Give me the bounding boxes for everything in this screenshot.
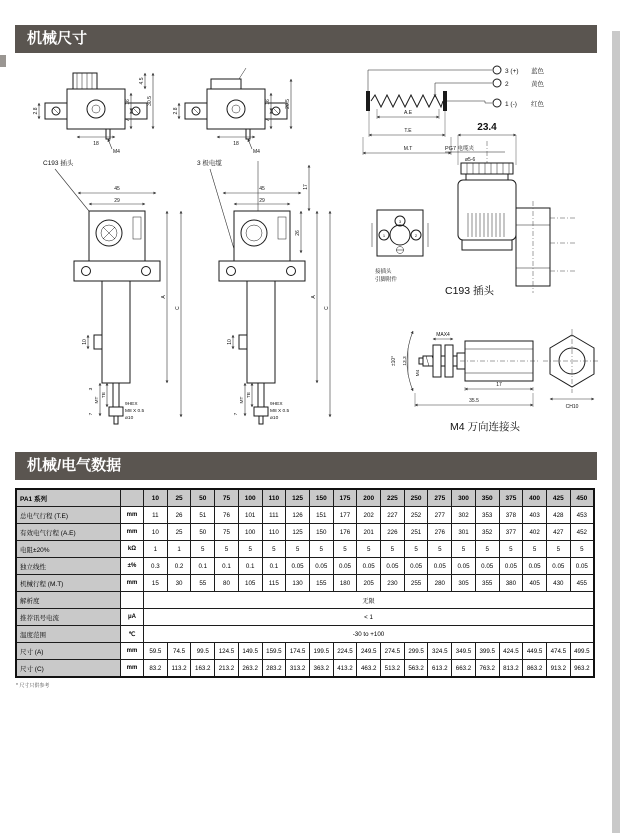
dim-label: 7 [125,118,131,122]
value-cell: 380 [499,575,523,592]
column-header-cell: 300 [452,489,476,507]
dim-label: ø10 [270,416,279,421]
column-header-cell: 275 [428,489,452,507]
value-cell: 255 [404,575,428,592]
value-cell: 159.5 [262,643,286,660]
column-header-cell: 50 [191,489,215,507]
value-cell: 5 [570,541,594,558]
dim-label: 16 [265,99,271,105]
value-cell: 110 [262,524,286,541]
row-label-cell: 解析度 [16,592,121,609]
table-row [16,524,594,541]
value-cell: 0.05 [546,558,570,575]
value-cell: 0.05 [570,558,594,575]
value-cell: 0.1 [262,558,286,575]
row-unit-cell: μA [121,609,144,626]
value-cell: 355 [475,575,499,592]
dim-label: MT [95,396,100,404]
table-row [16,609,594,626]
value-cell: 0.05 [475,558,499,575]
series-label-cell: PA1 系列 [16,489,121,507]
dim-label: 18 [93,141,99,147]
value-cell: 353 [475,507,499,524]
value-cell: 863.2 [523,660,547,678]
terminal-label: 2 [505,81,509,88]
value-cell: 149.5 [238,643,262,660]
value-cell: 26 [167,507,191,524]
dim-label: 10 [227,339,233,345]
column-header-cell: 400 [523,489,547,507]
value-cell: 155 [309,575,333,592]
column-header-cell: 425 [546,489,570,507]
value-cell: 100 [238,524,262,541]
value-cell: 5 [262,541,286,558]
value-cell: 455 [570,575,594,592]
value-cell: 74.5 [167,643,191,660]
value-cell: 224.5 [333,643,357,660]
dim-label: 29 [114,198,120,204]
dim-label: 26 [295,230,301,236]
value-cell: 5 [475,541,499,558]
value-cell: 0.2 [167,558,191,575]
value-cell: 111 [262,507,286,524]
dim-label: 2.8 [173,107,179,115]
row-label-cell: 总电气行程 (T.E) [16,507,121,524]
row-unit-cell: ℃ [121,626,144,643]
value-cell: 563.2 [404,660,428,678]
value-cell: 5 [546,541,570,558]
value-cell: 613.2 [428,660,452,678]
value-cell: 1 [144,541,168,558]
value-cell: 105 [238,575,262,592]
column-header-cell: 225 [381,489,405,507]
value-cell: 463.2 [357,660,381,678]
row-label-cell: 温度范围 [16,626,121,643]
value-cell: 5 [381,541,405,558]
value-cell: 5 [357,541,381,558]
value-cell: 499.5 [570,643,594,660]
dim-label: 13.3 [403,356,408,366]
value-cell: 5 [523,541,547,558]
drawings-area [15,53,620,443]
value-cell: 25 [167,524,191,541]
value-cell: 180 [333,575,357,592]
value-cell: 174.5 [286,643,310,660]
value-cell: 0.05 [309,558,333,575]
value-cell: 0.05 [286,558,310,575]
c193-plug-drawing [445,122,575,297]
value-cell: 299.5 [404,643,428,660]
cable-dia-label: ø5-6 [465,157,476,163]
value-cell: 1 [167,541,191,558]
dim-label: 45 [114,186,120,192]
pin-number: 1 [382,233,386,238]
dim-label: 10 [82,339,88,345]
row-span-value-cell: -30 to +100 [144,626,595,643]
table-row [16,558,594,575]
column-header-cell: 75 [215,489,239,507]
dim-label: M.T [403,146,413,152]
wire-color-label: 蓝色 [531,68,544,75]
value-cell: 83.2 [144,660,168,678]
value-cell: 663.2 [452,660,476,678]
dim-label: MT [240,396,245,404]
value-cell: 59.5 [144,643,168,660]
value-cell: 313.2 [286,660,310,678]
pin-number: 2 [414,233,418,238]
value-cell: 101 [238,507,262,524]
value-cell: 305 [452,575,476,592]
value-cell: 0.05 [333,558,357,575]
dim-label: ø10 [125,416,134,421]
value-cell: 151 [309,507,333,524]
value-cell: 176 [333,524,357,541]
joint-caption: M4 万向连接头 [449,421,521,433]
table-row [16,507,594,524]
wiring-diagram [363,66,545,155]
value-cell: 99.5 [191,643,215,660]
table-row [16,626,594,643]
dim-label: 16 [125,99,131,105]
dim-label: C [324,306,330,310]
dim-label: M8 X 0.5 [125,409,145,414]
value-cell: 427 [546,524,570,541]
value-cell: 813.2 [499,660,523,678]
value-cell: 913.2 [546,660,570,678]
value-cell: 403 [523,507,547,524]
value-cell: 453 [570,507,594,524]
value-cell: 213.2 [215,660,239,678]
front-view-plug-drawing [43,158,181,424]
value-cell: 5 [191,541,215,558]
row-label-cell: 有效电气行程 (A.E) [16,524,121,541]
row-unit-cell: mm [121,660,144,678]
value-cell: 76 [215,507,239,524]
value-cell: 277 [428,507,452,524]
dim-label: TE [102,391,107,399]
dim-label: 17 [303,184,309,190]
value-cell: 324.5 [428,643,452,660]
table-row [16,541,594,558]
value-cell: 51 [191,507,215,524]
row-unit-cell: kΩ [121,541,144,558]
dim-label: MAX4 [436,332,450,338]
value-cell: 413.2 [333,660,357,678]
value-cell: 402 [523,524,547,541]
value-cell: 75 [215,524,239,541]
column-header-cell: 375 [499,489,523,507]
value-cell: 449.5 [523,643,547,660]
column-header-cell: 100 [238,489,262,507]
value-cell: 0.3 [144,558,168,575]
m4-joint-drawing [391,329,600,433]
value-cell: 0.05 [381,558,405,575]
value-cell: 227 [381,507,405,524]
dim-label: A [311,295,317,299]
row-unit-cell: mm [121,575,144,592]
column-header-cell: 150 [309,489,333,507]
value-cell: 0.05 [499,558,523,575]
value-cell: 428 [546,507,570,524]
pin-note: 接插头 [375,269,392,275]
front-view-cable-drawing [197,158,330,424]
value-cell: 202 [357,507,381,524]
dim-label: M4 [416,369,421,377]
dim-label: 26.5 [285,99,291,109]
value-cell: 363.2 [309,660,333,678]
value-cell: 249.5 [357,643,381,660]
value-cell: 963.2 [570,660,594,678]
footnote: * 尺寸只供参考 [16,683,50,689]
row-label-cell: 电阻±20% [16,541,121,558]
value-cell: 0.1 [238,558,262,575]
callout-label: C193 插头 [43,160,74,167]
value-cell: 274.5 [381,643,405,660]
row-span-value-cell: < 1 [144,609,595,626]
dim-label: T.E [404,128,412,134]
value-cell: 280 [428,575,452,592]
top-view-plug-drawing [33,73,153,155]
value-cell: 252 [404,507,428,524]
technical-drawings [15,53,600,438]
dim-label: C [175,306,181,310]
row-label-cell: 机械行程 (M.T) [16,575,121,592]
value-cell: 5 [215,541,239,558]
value-cell: 424.5 [499,643,523,660]
value-cell: 0.05 [428,558,452,575]
value-cell: 0.05 [404,558,428,575]
table-row [16,575,594,592]
value-cell: 55 [191,575,215,592]
top-view-cable-drawing [173,68,291,155]
column-header-cell: 450 [570,489,594,507]
value-cell: 0.1 [215,558,239,575]
value-cell: 115 [262,575,286,592]
specs-table [15,488,595,678]
value-cell: 126 [286,507,310,524]
dim-label: A [161,295,167,299]
dim-label: M4 [113,149,120,155]
value-cell: 163.2 [191,660,215,678]
value-cell: 276 [428,524,452,541]
value-cell: 0.05 [357,558,381,575]
scan-edge-right [612,31,620,833]
table-header-row [16,489,594,507]
dim-label: 2.8 [33,107,39,115]
dim-label: 29 [259,198,265,204]
angle-label: ±10° [391,355,397,367]
value-cell: 0.05 [452,558,476,575]
value-cell: 150 [309,524,333,541]
value-cell: 5 [309,541,333,558]
value-cell: 283.2 [262,660,286,678]
value-cell: 763.2 [475,660,499,678]
value-cell: 5 [238,541,262,558]
value-cell: 113.2 [167,660,191,678]
pin-layout-diagram [372,210,428,283]
dim-label: 17 [496,382,502,388]
value-cell: 301 [452,524,476,541]
value-cell: 0.1 [191,558,215,575]
value-cell: 452 [570,524,594,541]
row-unit-cell: ±% [121,558,144,575]
value-cell: 352 [475,524,499,541]
value-cell: 5 [333,541,357,558]
value-cell: 50 [191,524,215,541]
pin-note: 引脚附件 [375,277,398,283]
column-header-cell: 350 [475,489,499,507]
dim-label: 7 [89,412,94,416]
plug-caption: C193 插头 [445,285,495,297]
row-unit-cell: mm [121,524,144,541]
specs-table-body [16,489,594,677]
value-cell: 0.05 [523,558,547,575]
value-cell: 5 [499,541,523,558]
dim-label: M4 [253,149,260,155]
table-row [16,592,594,609]
value-cell: 513.2 [381,660,405,678]
section-title-electrical: 机械/电气数据 [27,457,122,474]
dim-label: 45 [259,186,265,192]
dim-label: TE [247,391,252,399]
wire-color-label: 黄色 [531,81,544,88]
dim-label: 3 [89,387,94,391]
value-cell: 430 [546,575,570,592]
datasheet-page [0,25,620,833]
table-row [16,660,594,678]
column-header-cell: 25 [167,489,191,507]
value-cell: 5 [404,541,428,558]
value-cell: 30 [167,575,191,592]
dim-label: 18 [233,141,239,147]
dim-label: 9HEX [125,402,138,407]
value-cell: 251 [404,524,428,541]
value-cell: 125 [286,524,310,541]
column-header-cell: 110 [262,489,286,507]
unit-header-cell [121,489,144,507]
value-cell: 177 [333,507,357,524]
value-cell: 377 [499,524,523,541]
value-cell: 230 [381,575,405,592]
value-cell: 124.5 [215,643,239,660]
table-row [16,643,594,660]
callout-label: 3 极电缆 [197,160,222,167]
cable-clamp-label: PG7 电缆夹 [445,146,475,152]
value-cell: 399.5 [475,643,499,660]
section-title-mechanical: 机械尺寸 [27,30,88,47]
row-label-cell: 尺寸 (A) [16,643,121,660]
row-unit-cell [121,592,144,609]
column-header-cell: 200 [357,489,381,507]
dim-label: 23.4 [477,122,497,133]
column-header-cell: 125 [286,489,310,507]
terminal-label: 3 (+) [505,68,519,75]
value-cell: 205 [357,575,381,592]
value-cell: 5 [428,541,452,558]
dim-label: 9HEX [270,402,283,407]
pin-number: 3 [398,219,402,224]
value-cell: 5 [286,541,310,558]
dim-label: M8 X 0.5 [270,409,290,414]
column-header-cell: 175 [333,489,357,507]
value-cell: 80 [215,575,239,592]
dim-label: 4.5 [139,77,145,85]
column-header-cell: 250 [404,489,428,507]
value-cell: 201 [357,524,381,541]
column-header-cell: 10 [144,489,168,507]
dim-label: 30.5 [147,96,153,106]
value-cell: 15 [144,575,168,592]
dim-label: CH10 [565,404,579,410]
row-unit-cell: mm [121,507,144,524]
value-cell: 263.2 [238,660,262,678]
dim-label: 35.5 [469,398,479,404]
value-cell: 378 [499,507,523,524]
value-cell: 226 [381,524,405,541]
value-cell: 5 [452,541,476,558]
value-cell: 11 [144,507,168,524]
row-unit-cell: mm [121,643,144,660]
section-header-mechanical [15,25,597,53]
dim-label: 7 [265,118,271,122]
row-label-cell: 尺寸 (C) [16,660,121,678]
value-cell: 130 [286,575,310,592]
dim-label: A.E [403,110,413,116]
value-cell: 199.5 [309,643,333,660]
wire-color-label: 红色 [531,101,544,108]
row-label-cell: 推荐讯号电流 [16,609,121,626]
value-cell: 10 [144,524,168,541]
value-cell: 405 [523,575,547,592]
value-cell: 474.5 [546,643,570,660]
section-header-electrical [15,452,597,480]
scan-artifact [0,55,6,67]
value-cell: 349.5 [452,643,476,660]
row-span-value-cell: 无限 [144,592,595,609]
value-cell: 302 [452,507,476,524]
terminal-label: 1 (-) [505,101,517,108]
dim-label: 7 [234,412,239,416]
row-label-cell: 独立线性 [16,558,121,575]
